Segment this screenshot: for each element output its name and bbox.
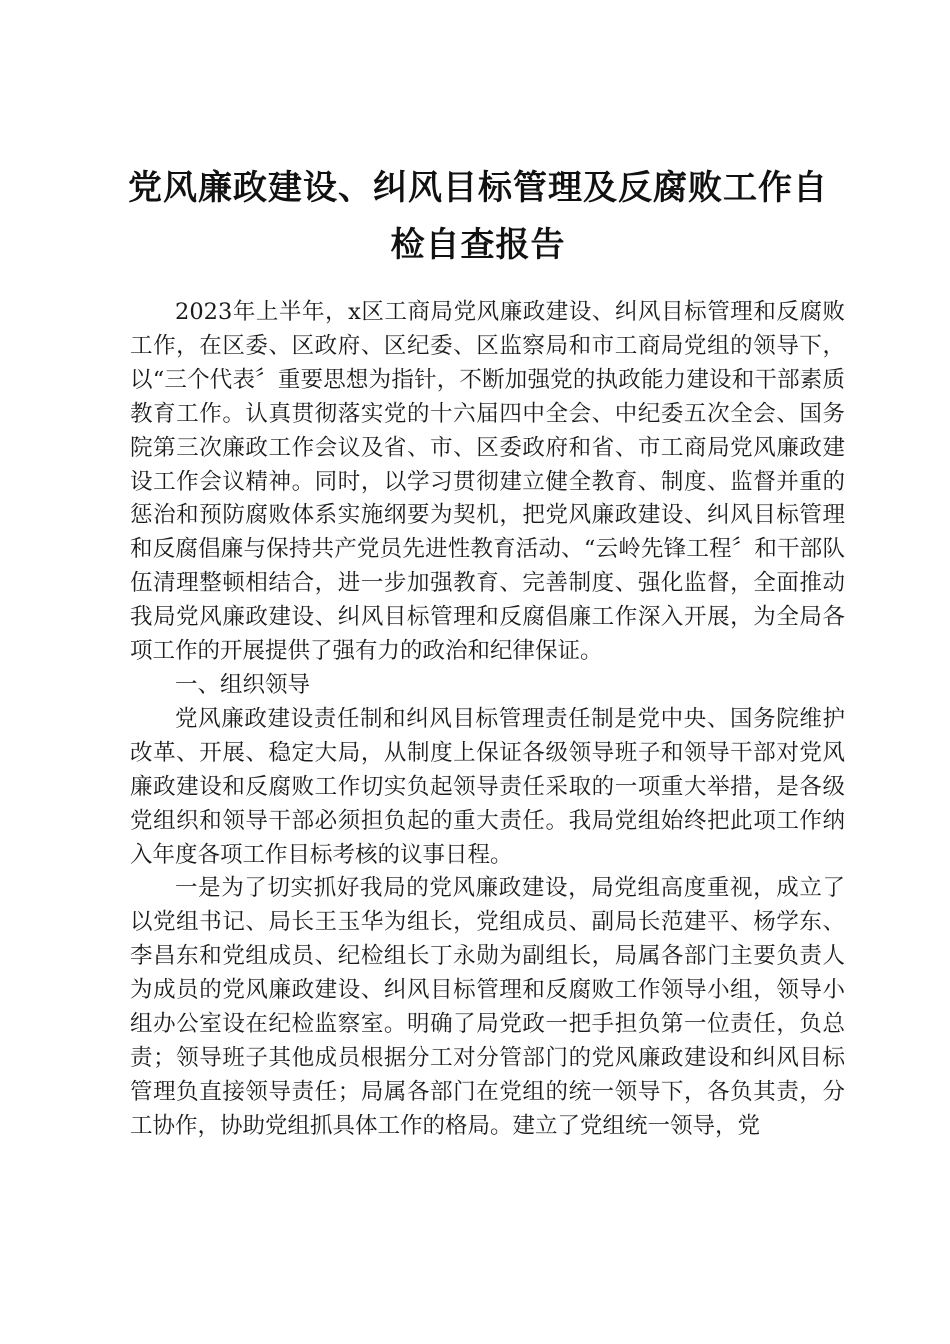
paragraph-responsibility-system: 党风廉政建设责任制和纠风目标管理责任制是党中央、国务院维护改革、开展、稳定大局，从制度上保证各级领导班子和领导干部对党风廉政建设和反腐败工作切实负起领导责任采取的一项重大举措，是各级党组织和领导干部必须担负起的重大责任。我局党组始终把此项工作纳入年度各项工作目标考核的议事日程。 <box>130 705 845 868</box>
section-heading-organization-leadership: 一、组织领导 <box>175 671 311 698</box>
document-title-line-1: 党风廉政建设、纠风目标管理及反腐败工作自 <box>128 168 828 208</box>
paragraph-intro: 2023年上半年，x区工商局党风廉政建设、纠风目标管理和反腐败工作，在区委、区政府、区纪委、区监察局和市工商局党组的领导下，以“三个代表〞重要思想为指针，不断加强党的执政能力建设和干部素质教育工作。认真贯彻落实党的十六届四中全会、中纪委五次全会、国务院第三次廉政工作会议及省、市、区委政府和省、市工商局党风廉政建设工作会议精神。同时，以学习贯彻建立健全教育、制度、监督并重的惩治和预防腐败体系实施纲要为契机，把党风廉政建设、纠风目标管理和反腐倡廉与保持共产党员先进性教育活动、“云岭先锋工程〞和干部队伍清理整顿相结合，进一步加强教育、完善制度、强化监督，全面推动我局党风廉政建设、纠风目标管理和反腐倡廉工作深入开展，为全局各项工作的开展提供了强有力的政治和纪律保证。 <box>130 299 845 665</box>
document-title-line-2: 检自查报告 <box>390 225 566 265</box>
document-body <box>130 296 845 1144</box>
paragraph-leading-group: 一是为了切实抓好我局的党风廉政建设，局党组高度重视，成立了以党组书记、局长王玉华为组长，党组成员、副局长范建平、杨学东、李昌东和党组成员、纪检组长丁永勋为副组长，局属各部门主要负责人为成员的党风廉政建设、纠风目标管理和反腐败工作领导小组，领导小组办公室设在纪检监察室。明确了局党政一把手担负第一位责任，负总责；领导班子其他成员根据分工对分管部门的党风廉政建设和纠风目标管理负直接领导责任；局属各部门在党组的统一领导下，各负其责，分工协作，协助党组抓具体工作的格局。建立了党组统一领导，党 <box>130 875 845 1139</box>
